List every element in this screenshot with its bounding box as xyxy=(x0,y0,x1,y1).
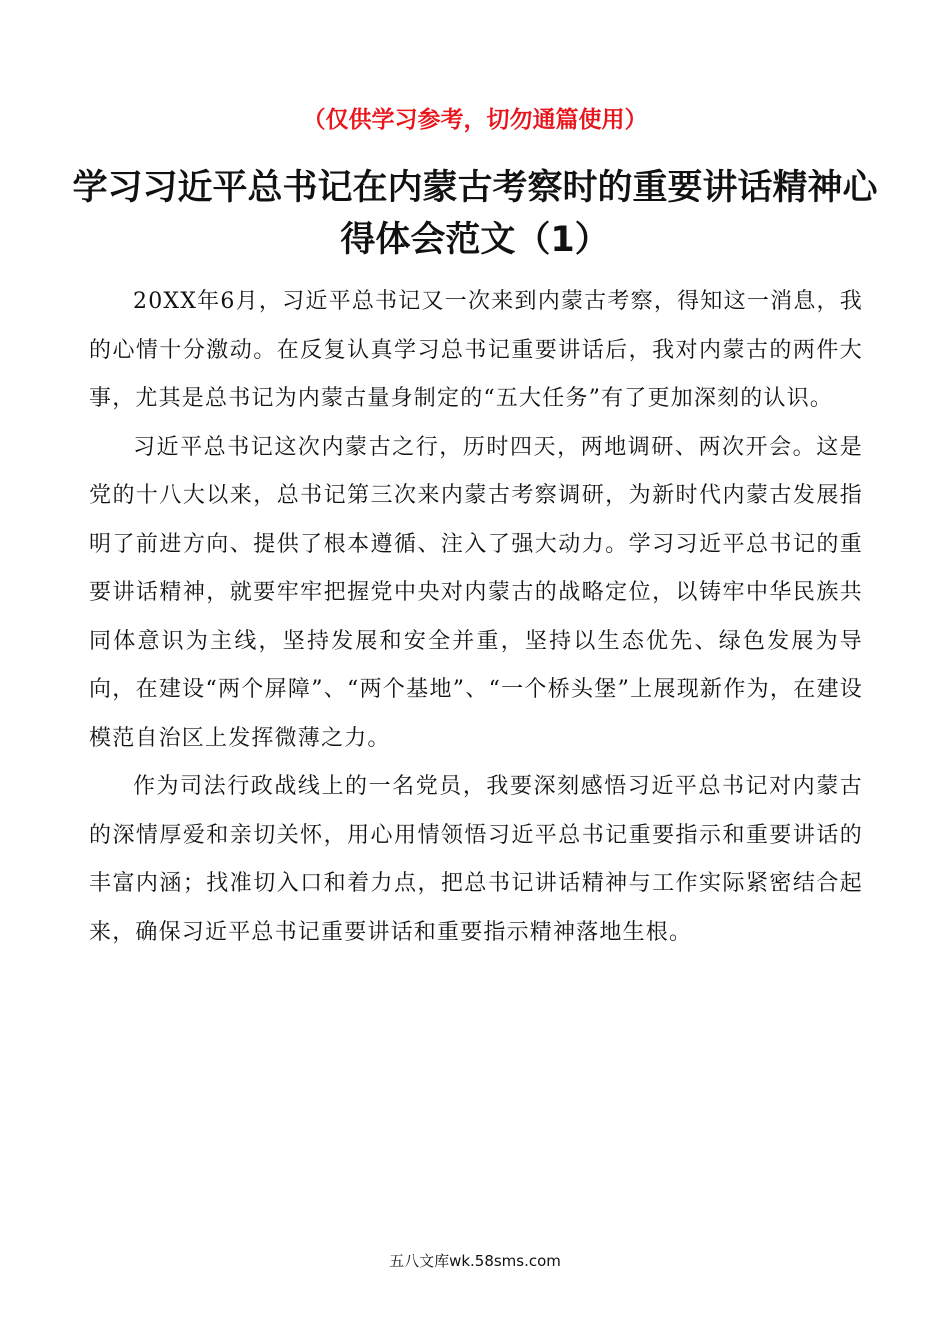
body-paragraph-2: 习近平总书记这次内蒙古之行，历时四天，两地调研、两次开会。这是党的十八大以来，总书记第三次来内蒙古考察调研，为新时代内蒙古发展指明了前进方向、提供了根本遵循、注入了强大动力。学习习近平总书记的重要讲话精神，就要牢牢把握党中央对内蒙古的战略定位，以铸牢中华民族共同体意识为主线，坚持发展和安全并重，坚持以生态优先、绿色发展为导向，在建设“两个屏障”、“两个基地”、“一个桥头堡”上展现新作为，在建设模范自治区上发挥微薄之力。 xyxy=(89,434,863,751)
document-body xyxy=(89,278,863,957)
usage-notice: （仅供学习参考，切勿通篇使用） xyxy=(302,107,648,133)
body-paragraph-1: 20XX年6月，习近平总书记又一次来到内蒙古考察，得知这一消息，我的心情十分激动。在反复认真学习总书记重要讲话后，我对内蒙古的两件大事，尤其是总书记为内蒙古量身制定的“五大任务”有了更加深刻的认识。 xyxy=(89,289,863,411)
body-paragraph-3: 作为司法行政战线上的一名党员，我要深刻感悟习近平总书记对内蒙古的深情厚爱和亲切关怀，用心用情领悟习近平总书记重要指示和重要讲话的丰富内涵；找准切入口和着力点，把总书记讲话精神与工作实际紧密结合起来，确保习近平总书记重要讲话和重要指示精神落地生根。 xyxy=(89,774,863,945)
document-title: 学习习近平总书记在内蒙古考察时的重要讲话精神心得体会范文（1） xyxy=(72,168,878,260)
footer-source: 五八文库wk.58sms.com xyxy=(389,1252,561,1270)
